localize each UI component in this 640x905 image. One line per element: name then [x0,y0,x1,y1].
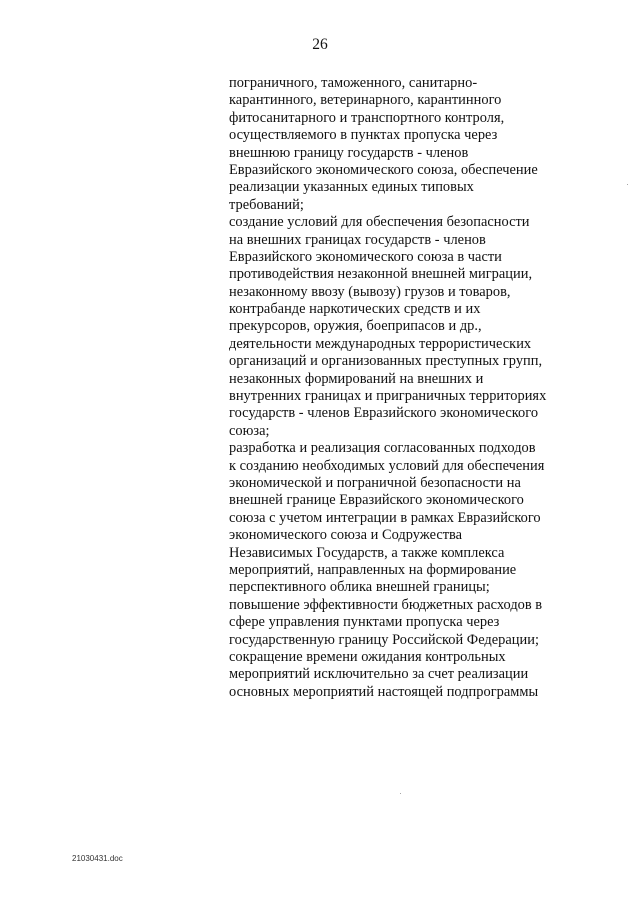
text-line: перспективного облика внешней границы; [229,579,490,596]
text-line: фитосанитарного и транспортного контроля, [229,109,505,126]
text-line: внешней границе Евразийского экономического [229,492,524,509]
text-line: мероприятий исключительно за счет реализации [229,666,529,683]
text-line: экономической и пограничной безопасности на [229,474,521,491]
text-line: государственную границу Российской Федерации; [229,631,539,648]
text-line: осуществляемого в пунктах пропуска через [229,127,498,144]
text-line: сфере управления пунктами пропуска через [229,614,500,631]
text-line: внешнюю границу государств - членов [229,144,469,161]
text-line: незаконному ввозу (вывозу) грузов и товаров, [229,283,511,300]
document-file-code: 21030431.doc [72,854,123,863]
page-number: 26 [312,36,328,53]
text-line: создание условий для обеспечения безопасности [229,214,530,231]
text-line: разработка и реализация согласованных подходов [229,440,536,457]
text-line: организаций и организованных преступных групп, [229,353,543,370]
text-line: Независимых Государств, а также комплекса [229,544,505,561]
text-line: деятельности международных террористических [229,335,532,352]
text-line: союза с учетом интеграции в рамках Евразийского [229,509,541,526]
text-line: союза; [229,422,270,439]
scan-speck [627,184,628,185]
text-line: мероприятий, направленных на формирование [229,561,517,578]
text-line: сокращение времени ожидания контрольных [229,648,506,665]
text-line: пограничного, таможенного, санитарно- [229,75,478,91]
text-line: экономического союза и Содружества [229,527,463,544]
text-line: противодействия незаконной внешней миграции, [229,266,533,283]
text-line: внутренних границах и приграничных территориях [229,388,547,405]
text-line: требований; [229,196,304,213]
text-line: незаконных формирований на внешних и [229,370,484,387]
text-line: на внешних границах государств - членов [229,231,486,248]
scan-speck [400,793,401,794]
text-line: прекурсоров, оружия, боеприпасов и др., [229,318,482,335]
text-line: Евразийского экономического союза, обеспечение [229,161,538,178]
text-line: повышение эффективности бюджетных расходов в [229,596,543,613]
text-line: основных мероприятий настоящей подпрограммы [229,683,539,700]
text-line: реализации указанных единых типовых [229,179,474,196]
text-line: Евразийского экономического союза в части [229,248,502,265]
body-text [229,75,569,701]
text-line: карантинного, ветеринарного, карантинного [229,92,502,109]
text-line: контрабанде наркотических средств и их [229,301,481,318]
text-line: к созданию необходимых условий для обеспечения [229,457,545,474]
text-line: государств - членов Евразийского экономического [229,405,539,422]
